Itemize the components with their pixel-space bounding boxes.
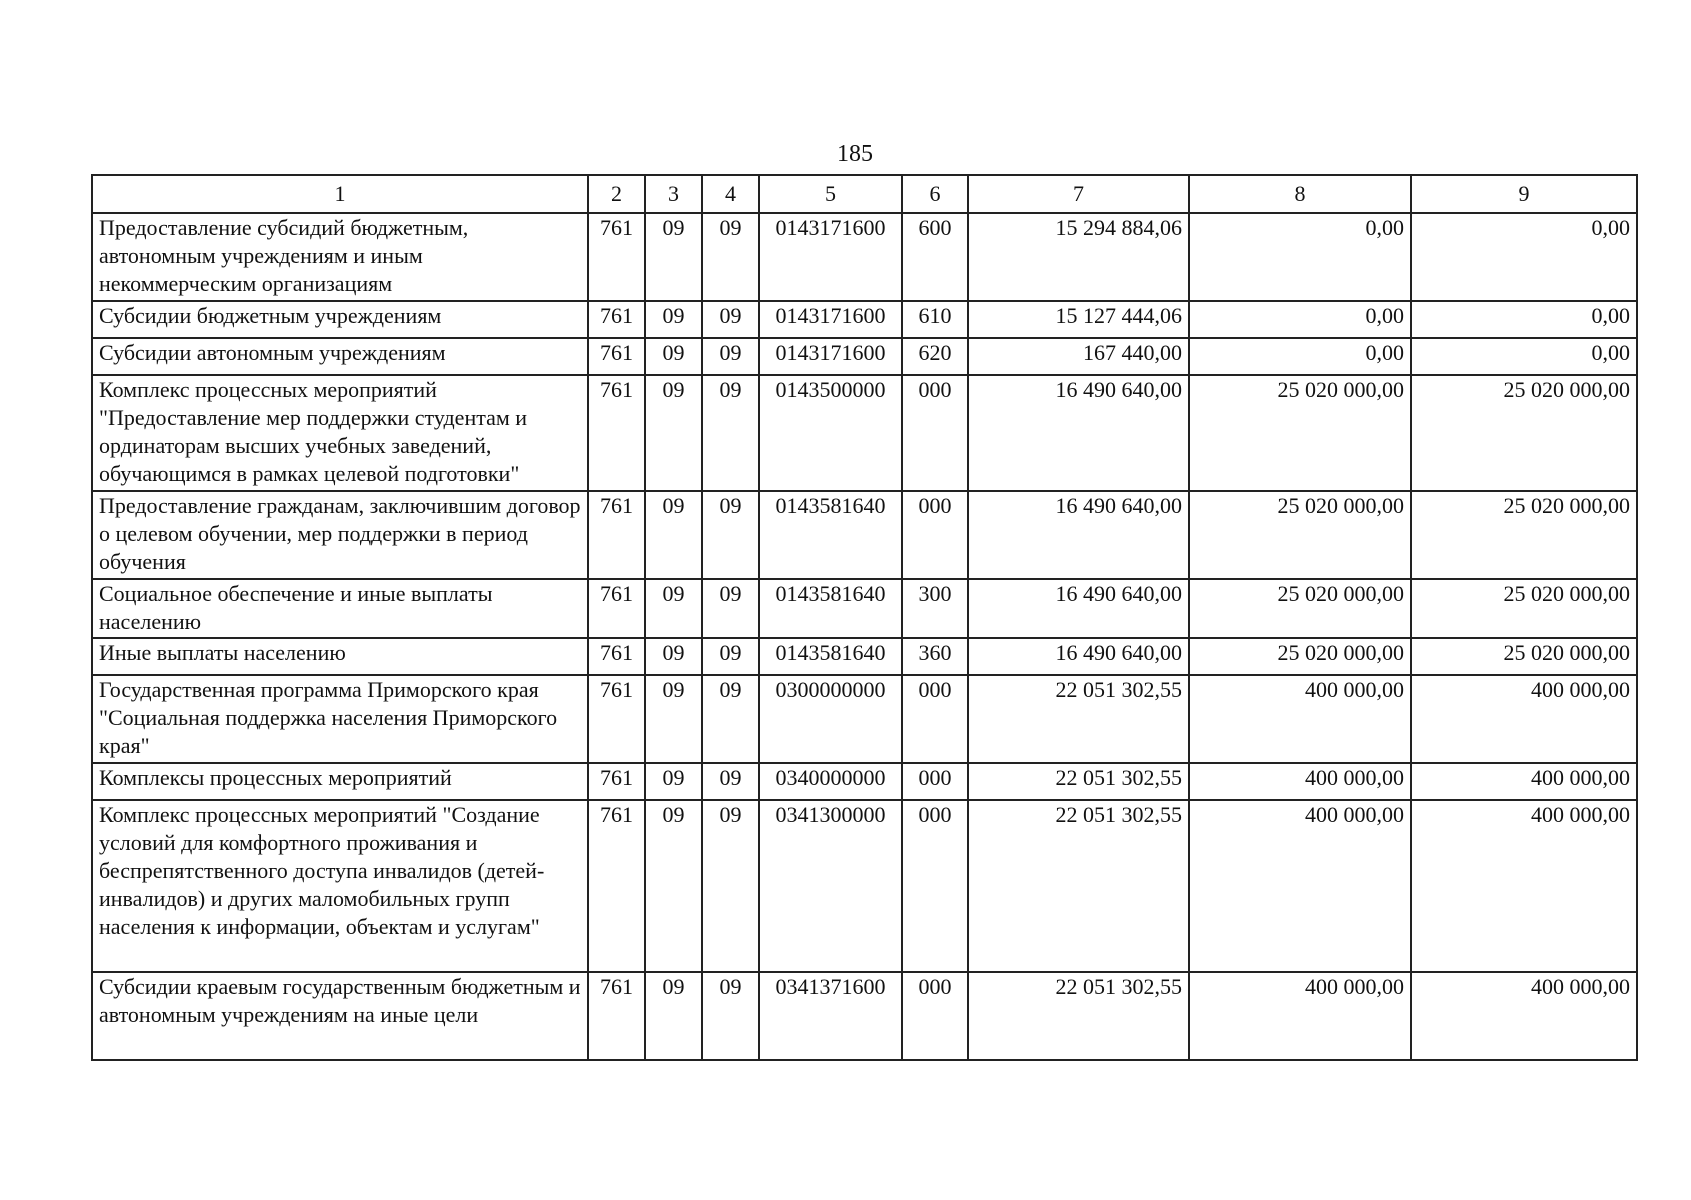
target-article-code: 0341300000	[759, 800, 902, 972]
page-number: 185	[837, 141, 873, 167]
amount-col-7: 15 294 884,06	[968, 213, 1189, 301]
ministry-code: 761	[588, 213, 645, 301]
amount-col-9: 400 000,00	[1411, 800, 1637, 972]
column-header: 1	[92, 175, 588, 213]
item-name: Комплекс процессных мероприятий "Предоставление мер поддержки студентам и ординаторам высших учебных заведений, обучающимся в рамках целевой подготовки"	[92, 375, 588, 491]
header-row	[92, 175, 1637, 213]
amount-col-8: 0,00	[1189, 301, 1411, 338]
target-article-code: 0143581640	[759, 491, 902, 579]
expense-type-code: 610	[902, 301, 968, 338]
amount-col-7: 22 051 302,55	[968, 972, 1189, 1060]
column-header: 9	[1411, 175, 1637, 213]
amount-col-7: 22 051 302,55	[968, 675, 1189, 763]
section-code: 09	[645, 491, 702, 579]
column-header: 5	[759, 175, 902, 213]
item-name: Предоставление субсидий бюджетным, автономным учреждениям и иным некоммерческим организациям	[92, 213, 588, 301]
ministry-code: 761	[588, 579, 645, 638]
subsection-code: 09	[702, 375, 759, 491]
expense-type-code: 000	[902, 491, 968, 579]
ministry-code: 761	[588, 338, 645, 375]
section-code: 09	[645, 213, 702, 301]
item-name: Субсидии бюджетным учреждениям	[92, 301, 588, 338]
amount-col-7: 22 051 302,55	[968, 800, 1189, 972]
target-article-code: 0143171600	[759, 338, 902, 375]
ministry-code: 761	[588, 375, 645, 491]
table-row	[92, 579, 1637, 638]
amount-col-9: 0,00	[1411, 213, 1637, 301]
expense-type-code: 000	[902, 375, 968, 491]
amount-col-8: 0,00	[1189, 213, 1411, 301]
target-article-code: 0143171600	[759, 301, 902, 338]
expense-type-code: 000	[902, 800, 968, 972]
ministry-code: 761	[588, 301, 645, 338]
expense-type-code: 300	[902, 579, 968, 638]
target-article-code: 0340000000	[759, 763, 902, 800]
expense-type-code: 000	[902, 972, 968, 1060]
column-header: 8	[1189, 175, 1411, 213]
expense-type-code: 600	[902, 213, 968, 301]
table-row	[92, 375, 1637, 491]
amount-col-9: 25 020 000,00	[1411, 579, 1637, 638]
amount-col-9: 25 020 000,00	[1411, 375, 1637, 491]
table-row	[92, 213, 1637, 301]
amount-col-7: 16 490 640,00	[968, 638, 1189, 675]
expense-type-code: 360	[902, 638, 968, 675]
amount-col-8: 400 000,00	[1189, 763, 1411, 800]
section-code: 09	[645, 638, 702, 675]
budget-table	[91, 174, 1638, 1061]
target-article-code: 0143171600	[759, 213, 902, 301]
amount-col-7: 16 490 640,00	[968, 375, 1189, 491]
amount-col-8: 25 020 000,00	[1189, 491, 1411, 579]
subsection-code: 09	[702, 675, 759, 763]
subsection-code: 09	[702, 491, 759, 579]
subsection-code: 09	[702, 763, 759, 800]
item-name: Субсидии автономным учреждениям	[92, 338, 588, 375]
amount-col-9: 400 000,00	[1411, 763, 1637, 800]
subsection-code: 09	[702, 579, 759, 638]
expense-type-code: 000	[902, 763, 968, 800]
column-header: 3	[645, 175, 702, 213]
amount-col-9: 400 000,00	[1411, 675, 1637, 763]
amount-col-9: 0,00	[1411, 338, 1637, 375]
expense-type-code: 620	[902, 338, 968, 375]
section-code: 09	[645, 763, 702, 800]
expense-type-code: 000	[902, 675, 968, 763]
target-article-code: 0143500000	[759, 375, 902, 491]
subsection-code: 09	[702, 800, 759, 972]
target-article-code: 0341371600	[759, 972, 902, 1060]
subsection-code: 09	[702, 638, 759, 675]
table-row	[92, 638, 1637, 675]
section-code: 09	[645, 800, 702, 972]
column-header: 6	[902, 175, 968, 213]
item-name: Комплекс процессных мероприятий "Создание условий для комфортного проживания и беспрепятственного доступа инвалидов (детей-инвалидов) и других маломобильных групп населения к информации, объектам и услугам"	[92, 800, 588, 972]
item-name: Предоставление гражданам, заключившим договор о целевом обучении, мер поддержки в период обучения	[92, 491, 588, 579]
amount-col-8: 25 020 000,00	[1189, 579, 1411, 638]
table-row	[92, 972, 1637, 1060]
column-header: 2	[588, 175, 645, 213]
amount-col-9: 25 020 000,00	[1411, 491, 1637, 579]
table-row	[92, 491, 1637, 579]
section-code: 09	[645, 675, 702, 763]
section-code: 09	[645, 579, 702, 638]
amount-col-9: 0,00	[1411, 301, 1637, 338]
item-name: Социальное обеспечение и иные выплаты населению	[92, 579, 588, 638]
amount-col-7: 16 490 640,00	[968, 579, 1189, 638]
ministry-code: 761	[588, 638, 645, 675]
table-row	[92, 675, 1637, 763]
section-code: 09	[645, 375, 702, 491]
target-article-code: 0300000000	[759, 675, 902, 763]
amount-col-8: 0,00	[1189, 338, 1411, 375]
amount-col-8: 25 020 000,00	[1189, 375, 1411, 491]
ministry-code: 761	[588, 763, 645, 800]
amount-col-8: 25 020 000,00	[1189, 638, 1411, 675]
subsection-code: 09	[702, 338, 759, 375]
amount-col-7: 15 127 444,06	[968, 301, 1189, 338]
table-row	[92, 301, 1637, 338]
target-article-code: 0143581640	[759, 638, 902, 675]
amount-col-8: 400 000,00	[1189, 675, 1411, 763]
target-article-code: 0143581640	[759, 579, 902, 638]
item-name: Государственная программа Приморского края "Социальная поддержка населения Приморского края"	[92, 675, 588, 763]
subsection-code: 09	[702, 301, 759, 338]
ministry-code: 761	[588, 491, 645, 579]
column-header: 7	[968, 175, 1189, 213]
item-name: Субсидии краевым государственным бюджетным и автономным учреждениям на иные цели	[92, 972, 588, 1060]
column-header: 4	[702, 175, 759, 213]
section-code: 09	[645, 301, 702, 338]
table-row	[92, 338, 1637, 375]
subsection-code: 09	[702, 972, 759, 1060]
item-name: Комплексы процессных мероприятий	[92, 763, 588, 800]
amount-col-8: 400 000,00	[1189, 800, 1411, 972]
amount-col-7: 167 440,00	[968, 338, 1189, 375]
table-row	[92, 800, 1637, 972]
section-code: 09	[645, 338, 702, 375]
item-name: Иные выплаты населению	[92, 638, 588, 675]
amount-col-7: 22 051 302,55	[968, 763, 1189, 800]
ministry-code: 761	[588, 675, 645, 763]
ministry-code: 761	[588, 972, 645, 1060]
section-code: 09	[645, 972, 702, 1060]
table-row	[92, 763, 1637, 800]
amount-col-7: 16 490 640,00	[968, 491, 1189, 579]
ministry-code: 761	[588, 800, 645, 972]
amount-col-9: 400 000,00	[1411, 972, 1637, 1060]
subsection-code: 09	[702, 213, 759, 301]
amount-col-9: 25 020 000,00	[1411, 638, 1637, 675]
amount-col-8: 400 000,00	[1189, 972, 1411, 1060]
